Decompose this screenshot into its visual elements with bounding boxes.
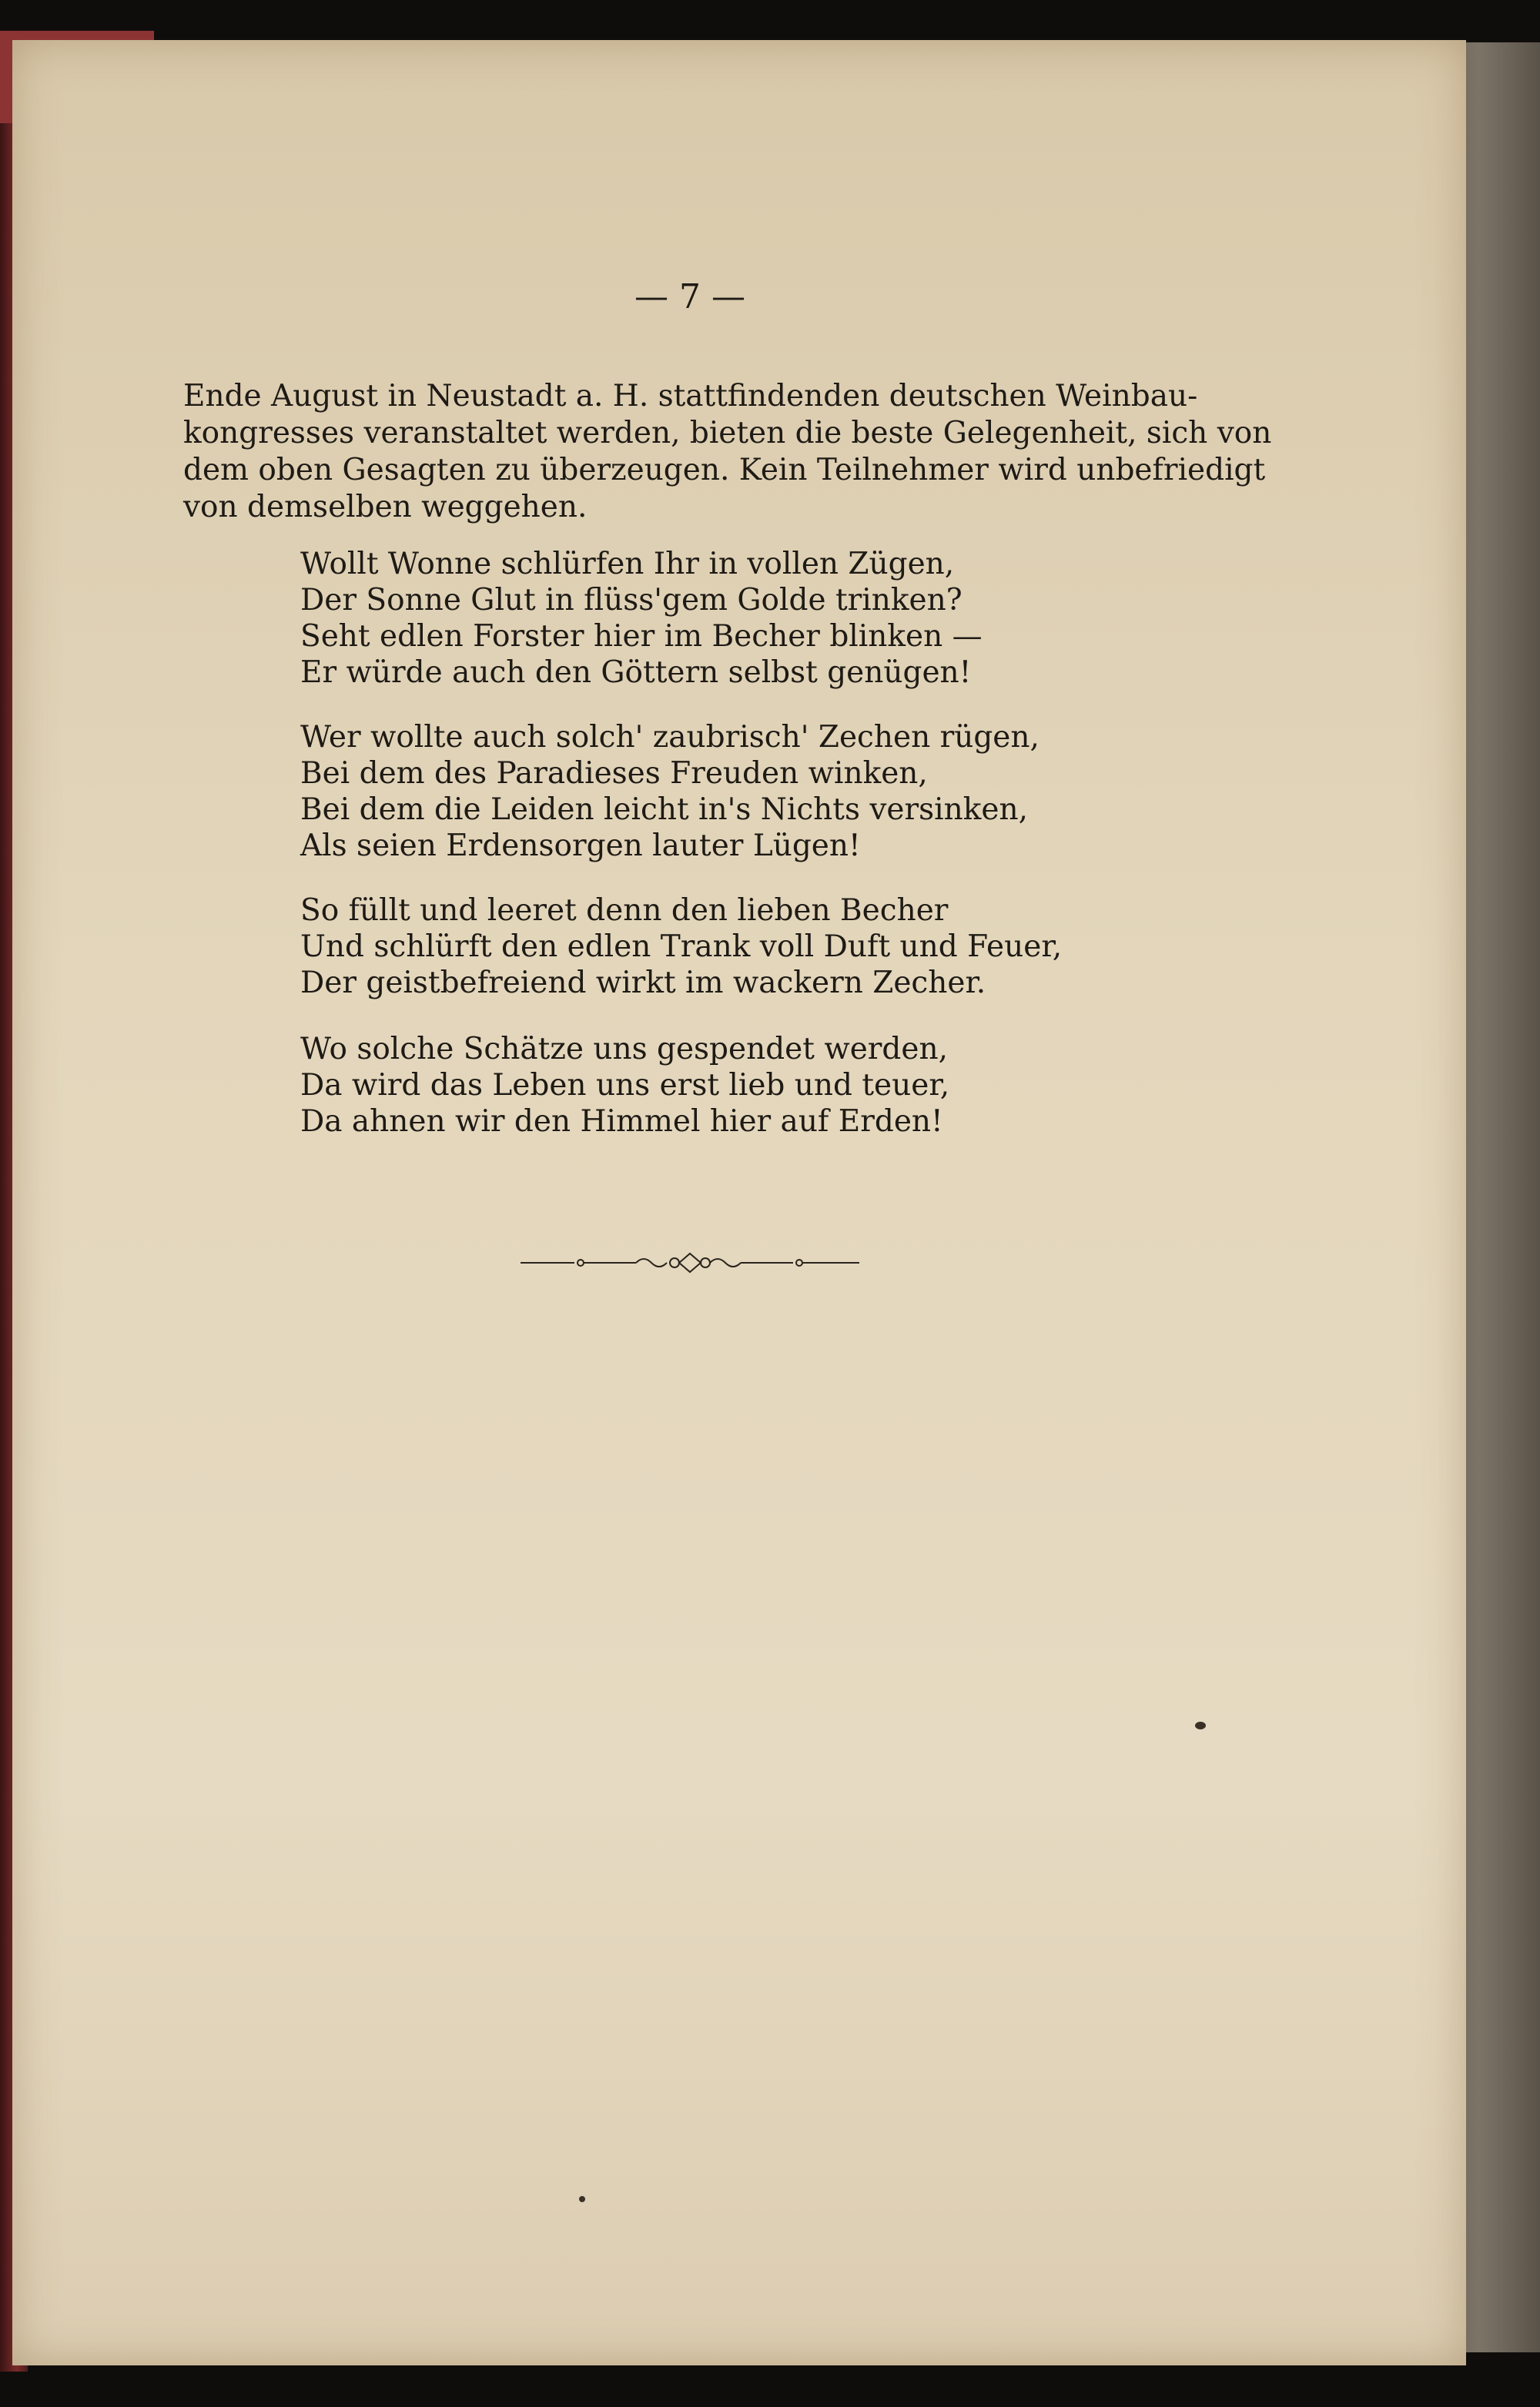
verse-line: Der geistbefreiend wirkt im wackern Zecher.	[300, 966, 986, 1000]
verse-line: Da wird das Leben uns erst lieb und teuer,	[300, 1068, 950, 1103]
verse-line: Wollt Wonne schlürfen Ihr in vollen Zügen,	[300, 547, 955, 581]
verse-line: Seht edlen Forster hier im Becher blinken —	[300, 619, 983, 654]
page-number: — 7 —	[634, 277, 745, 316]
verse-line: Er würde auch den Göttern selbst genügen!	[300, 655, 972, 690]
prose-line: dem oben Gesagten zu überzeugen. Kein Teilnehmer wird unbefriedigt	[183, 453, 1266, 487]
verse-line: Bei dem die Leiden leicht in's Nichts versinken,	[300, 792, 1028, 827]
paper-page	[12, 40, 1466, 2365]
verse-line: Und schlürft den edlen Trank voll Duft und Feuer,	[300, 929, 1063, 964]
verse-line: Wer wollte auch solch' zaubrisch' Zechen rügen,	[300, 720, 1040, 755]
verse-line: Als seien Erdensorgen lauter Lügen!	[300, 829, 861, 863]
verse-line: Wo solche Schätze uns gespendet werden,	[300, 1032, 948, 1066]
verse-line: Bei dem des Paradieses Freuden winken,	[300, 756, 928, 791]
verse-line: Da ahnen wir den Himmel hier auf Erden!	[300, 1104, 943, 1139]
paper-speck	[1195, 1722, 1206, 1729]
prose-line: Ende August in Neustadt a. H. stattfindenden deutschen Weinbau-	[183, 379, 1198, 413]
prose-line: kongresses veranstaltet werden, bieten die beste Gelegenheit, sich von	[183, 416, 1272, 450]
verse-line: Der Sonne Glut in flüss'gem Golde trinken?	[300, 583, 962, 618]
paper-speck	[579, 2196, 585, 2202]
verse-line: So füllt und leeret denn den lieben Becher	[300, 893, 949, 928]
ornament-divider-icon	[521, 1247, 859, 1278]
prose-line: von demselben weggehen.	[183, 490, 588, 524]
